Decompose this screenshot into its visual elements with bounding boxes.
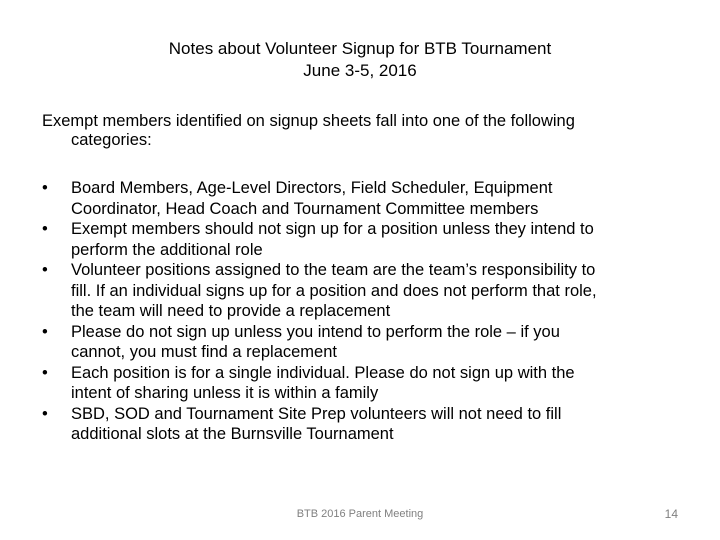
intro-line-2: categories: xyxy=(71,131,152,149)
page-number: 14 xyxy=(664,507,678,521)
bullet-list xyxy=(42,178,682,445)
list-item xyxy=(42,219,682,260)
page-title xyxy=(0,38,720,82)
bullet-line: intent of sharing unless it is within a family xyxy=(71,384,379,402)
bullet-line: Exempt members should not sign up for a position unless they intend to xyxy=(71,220,594,238)
list-item xyxy=(42,260,682,322)
bullet-line: Each position is for a single individual. Please do not sign up with the xyxy=(71,363,575,382)
bullet-line: fill. If an individual signs up for a position and does not perform that role, xyxy=(71,281,597,300)
bullet-line: Volunteer positions assigned to the team are the team’s responsibility to xyxy=(71,261,596,279)
bullet-line: Coordinator, Head Coach and Tournament Committee members xyxy=(71,199,539,218)
intro-line-1: Exempt members identified on signup sheets fall into one of the following xyxy=(42,112,575,130)
bullet-icon: • xyxy=(42,261,48,279)
bullet-icon: • xyxy=(42,363,48,382)
footer-text: BTB 2016 Parent Meeting xyxy=(296,508,424,520)
bullet-line: SBD, SOD and Tournament Site Prep volunteers will not need to fill xyxy=(71,404,562,423)
list-item xyxy=(42,178,682,219)
bullet-line: Board Members, Age-Level Directors, Field Scheduler, Equipment xyxy=(71,179,553,197)
list-item xyxy=(42,322,682,363)
bullet-icon: • xyxy=(42,179,48,197)
bullet-line: cannot, you must find a replacement xyxy=(71,343,337,361)
list-item xyxy=(42,363,682,404)
bullet-line: additional slots at the Burnsville Tournament xyxy=(71,425,394,443)
list-item xyxy=(42,404,682,445)
bullet-line: Please do not sign up unless you intend to perform the role – if you xyxy=(71,322,560,341)
bullet-line: perform the additional role xyxy=(71,240,263,259)
title-line-1: Notes about Volunteer Signup for BTB Tournament xyxy=(168,39,552,58)
bullet-line: the team will need to provide a replacement xyxy=(71,302,391,320)
bullet-icon: • xyxy=(42,322,48,341)
intro-paragraph xyxy=(42,112,682,150)
bullet-icon: • xyxy=(42,220,48,238)
title-line-2: June 3-5, 2016 xyxy=(303,61,417,80)
bullet-icon: • xyxy=(42,404,48,423)
